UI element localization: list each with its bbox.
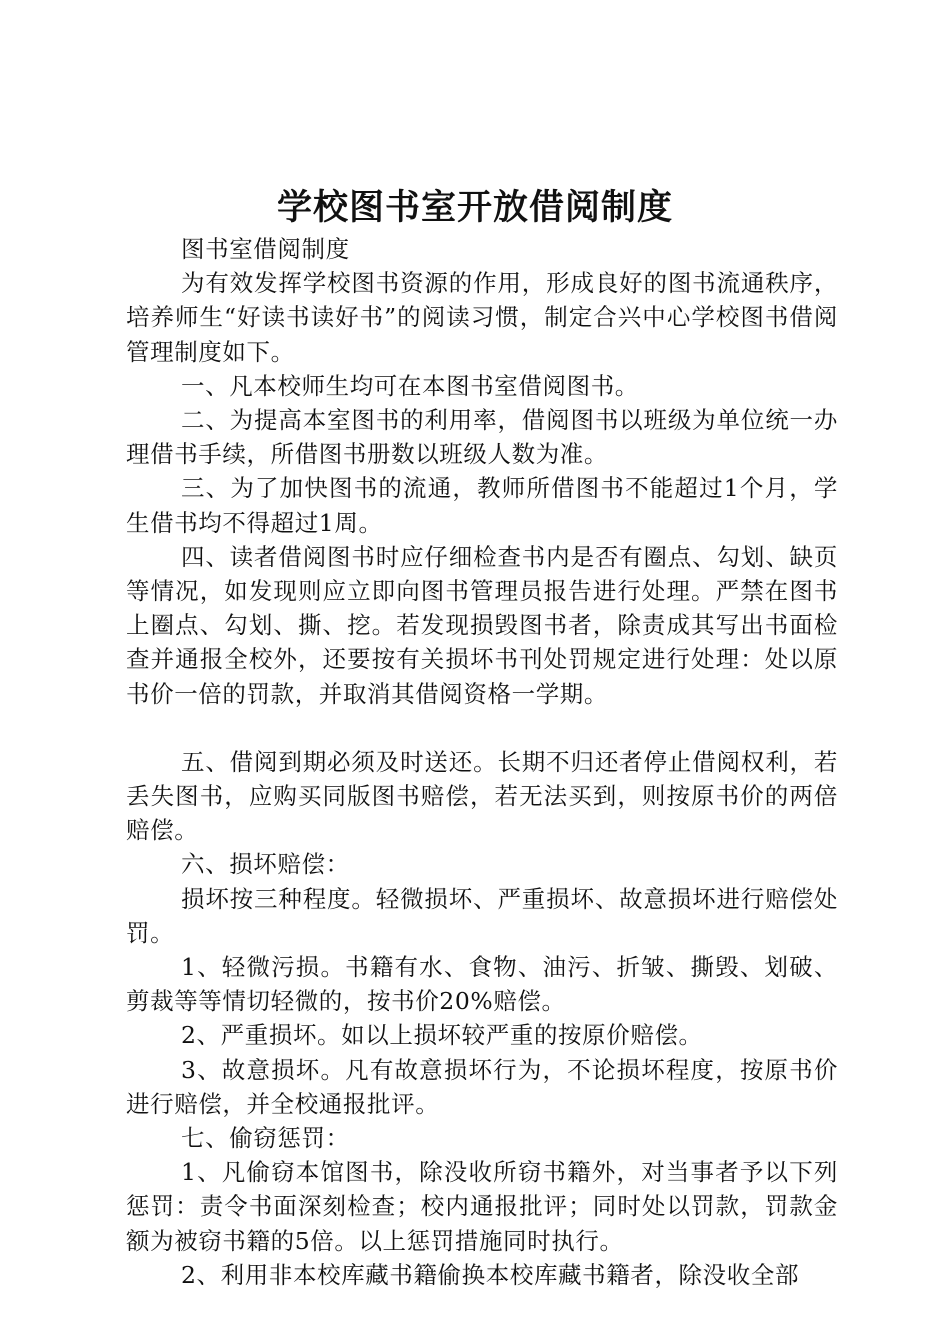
paragraph-intro: 为有效发挥学校图书资源的作用，形成良好的图书流通秩序，培养师生“好读书读好书”的阅读习惯，制定合兴中心学校图书借阅管理制度如下。 bbox=[126, 269, 838, 366]
paragraph-damage-serious: 2、严重损坏。如以上损坏较严重的按原价赔偿。 bbox=[181, 1021, 703, 1050]
paragraph-rule-4: 四、读者借阅图书时应仔细检查书内是否有圈点、勾划、缺页等情况，如发现则应立即向图书管理员报告进行处理。严禁在图书上圈点、勾划、撕、挖。若发现损毁图书者，除责成其写出书面检查并通报全校外，还要按有关损坏书刊处罚规定进行处理：处以原书价一倍的罚款，并取消其借阅资格一学期。 bbox=[126, 542, 838, 708]
paragraph-damage-minor: 1、轻微污损。书籍有水、食物、油污、折皱、撕毁、划破、剪裁等等情切轻微的，按书价20%赔偿。 bbox=[126, 953, 838, 1016]
paragraph-rule-3: 三、为了加快图书的流通，教师所借图书不能超过1个月，学生借书均不得超过1周。 bbox=[126, 474, 838, 537]
paragraph-rule-7-heading: 七、偷窃惩罚： bbox=[181, 1124, 350, 1153]
paragraph-subtitle: 图书室借阅制度 bbox=[181, 235, 350, 263]
paragraph-rule-2: 二、为提高本室图书的利用率，借阅图书以班级为单位统一办理借书手续，所借图书册数以班级人数为准。 bbox=[126, 406, 838, 469]
paragraph-rule-6-heading: 六、损坏赔偿： bbox=[181, 850, 350, 879]
paragraph-theft-1: 1、凡偷窃本馆图书，除没收所窃书籍外，对当事者予以下列惩罚：责令书面深刻检查；校内通报批评；同时处以罚款，罚款金额为被窃书籍的5倍。以上惩罚措施同时执行。 bbox=[126, 1158, 838, 1255]
document-body bbox=[126, 232, 838, 1292]
document-title: 学校图书室开放借阅制度 bbox=[276, 188, 673, 228]
paragraph-theft-2: 2、利用非本校库藏书籍偷换本校库藏书籍者，除没收全部 bbox=[181, 1260, 800, 1289]
paragraph-damage-levels: 损坏按三种程度。轻微损坏、严重损坏、故意损坏进行赔偿处罚。 bbox=[126, 884, 838, 947]
paragraph-rule-5: 五、借阅到期必须及时送还。长期不归还者停止借阅权利，若丢失图书，应购买同版图书赔偿，若无法买到，则按原书价的两倍赔偿。 bbox=[126, 747, 838, 845]
paragraph-rule-1: 一、凡本校师生均可在本图书室借阅图书。 bbox=[181, 371, 639, 400]
paragraph-damage-intentional: 3、故意损坏。凡有故意损坏行为，不论损坏程度，按原书价进行赔偿，并全校通报批评。 bbox=[126, 1055, 838, 1118]
